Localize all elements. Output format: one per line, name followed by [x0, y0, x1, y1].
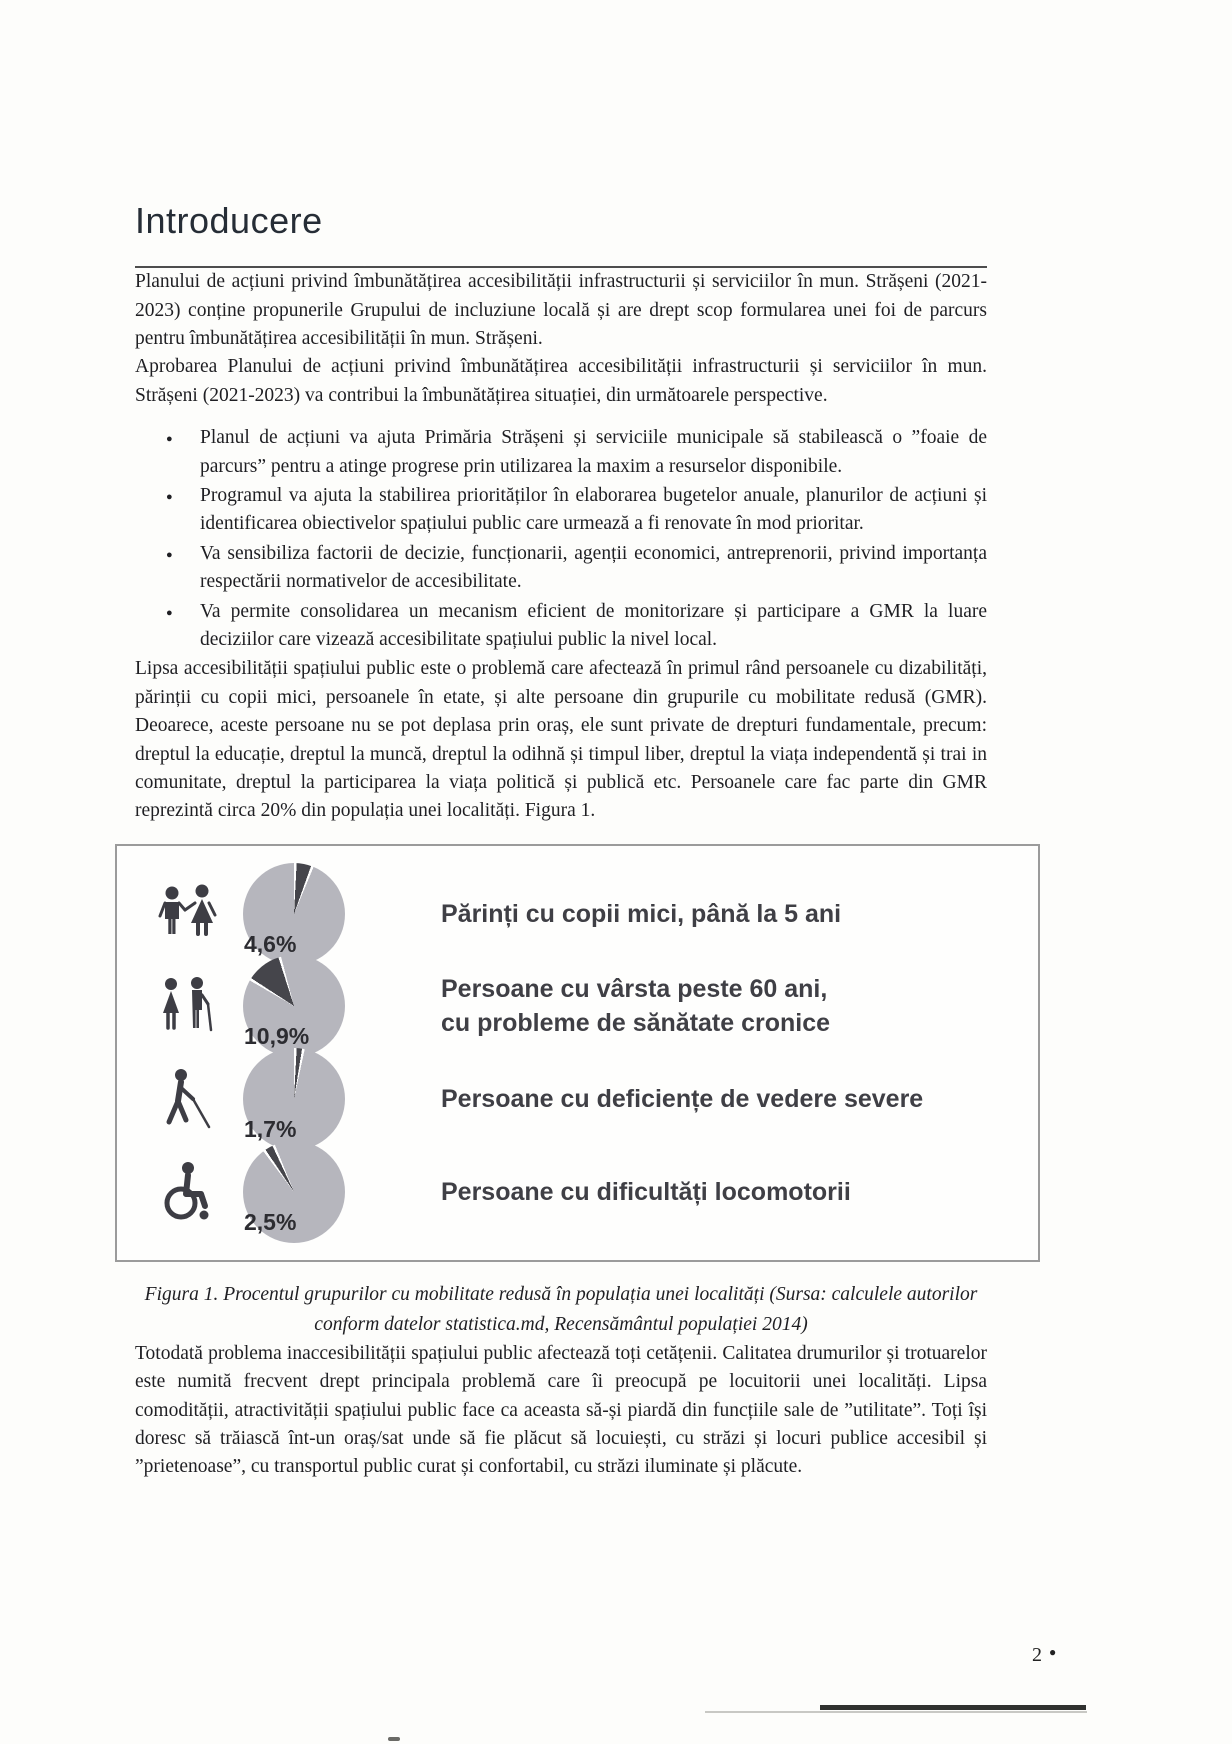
pie-chart-wheelchair [243, 1141, 345, 1243]
paragraph-conclusion: Totodată problema inaccesibilității spațiului public afectează toți cetățenii. Calitatea drumurilor și trotuarelor este numită frecvent drept principala problemă care îi preocupă pe locuitorii unei localități. Lipsa comodității, atractivității spațiului public face ca aceasta să-și piardă din funcțiile sale de ”utilitate”. Toți își doresc să trăiască înt-un oraș/sat unde să fie plăcut să locuiești, cu străzi și locuri publice accesibil și ”prietenoase”, cu transportul public curat și confortabil, cu străzi iluminate și plăcute. [135, 1342, 987, 1478]
perspective-list [135, 424, 987, 654]
page-number-dot: ● [1049, 1645, 1057, 1659]
figure-row-blind [145, 1053, 1022, 1145]
figure-row-label: Persoane cu deficiențe de vedere severe [441, 1085, 924, 1114]
blind-person-icon [145, 1067, 229, 1131]
figure-caption: Figura 1. Procentul grupurilor cu mobilitate redusă în populația unei localități (Sursa: calculele autorilor conform datelor statistica.md, Recensământul populației 2014) [144, 1283, 978, 1335]
pie-percent-label: 4,6% [244, 930, 297, 957]
pie-chart-parents [243, 863, 345, 965]
pie-chart-elderly [243, 955, 345, 1057]
paragraph-accessibility: Lipsa accesibilității spațiului public este o problemă care afectează în primul rând persoanele cu dizabilități, părinții cu copii mici, persoanele în etate, și alte persoane din grupurile cu mobilitate redusă (GMR). Deoarece, aceste persoane nu se pot deplasa prin oraș, ele sunt private de drepturi fundamentale, precum: dreptul la educație, dreptul la muncă, dreptul la odihnă și timpul liber, dreptul la viața independentă și trai in comunitate, dreptul la participarea la viața politică și publică etc. Persoanele care fac parte din GMR reprezintă circa 20% din populația unei localități. Figura 1. [135, 658, 987, 822]
figure-row-label: Persoane cu vârsta peste 60 ani, cu probleme de sănătate cronice [441, 975, 831, 1038]
page-number: 2 ● [1032, 1644, 1057, 1666]
list-item: ● Va sensibiliza factorii de decizie, funcționarii, agenții economici, antreprenorii, privind importanța respectării normativelor de accesibilitate. [200, 540, 987, 597]
elderly-couple-icon [145, 974, 229, 1038]
scan-artifact [388, 1737, 400, 1741]
pie-percent-label: 1,7% [244, 1116, 297, 1143]
paragraph-approval: Aprobarea Planului de acțiuni privind îmbunătățirea accesibilității infrastructurii și serviciilor în mun. Strășeni (2021-2023) va contribui la îmbunătățirea situației, din următoarele perspective. [135, 356, 987, 406]
page-title: Introducere [135, 200, 323, 241]
footer-line [705, 1711, 1087, 1713]
footer-bar [820, 1705, 1086, 1710]
list-item: ● Va permite consolidarea un mecanism eficient de monitorizare și participare a GMR la luare deciziilor care vizează accesibilitate spațiului public la nivel local. [200, 598, 987, 655]
paragraph-intro: Planului de acțiuni privind îmbunătățirea accesibilității infrastructurii și serviciilor în mun. Strășeni (2021-2023) conține propunerile Grupului de incluziune locală și are drept scop formularea unei foi de parcurs pentru îmbunătățirea accesibilității în mun. Strășeni. [135, 271, 987, 349]
figure-row-label: Părinți cu copii mici, până la 5 ani [441, 899, 842, 928]
figure-1 [115, 844, 1040, 1262]
children-icon [145, 882, 229, 946]
wheelchair-icon [145, 1160, 229, 1224]
pie-chart-blind [243, 1048, 345, 1150]
pie-percent-label: 2,5% [244, 1208, 297, 1235]
pie-percent-label: 10,9% [244, 1023, 310, 1050]
figure-row-wheelchair [145, 1146, 1022, 1238]
figure-row-parents [145, 868, 1022, 960]
list-item: ● Planul de acțiuni va ajuta Primăria Strășeni și serviciile municipale să stabilească o ”foaie de parcurs” pentru a atinge progrese prin utilizarea la maxim a resurselor disponibile. [200, 424, 987, 481]
figure-row-label: Persoane cu dificultăți locomotorii [441, 1177, 851, 1206]
list-item: ● Programul va ajuta la stabilirea priorităților în elaborarea bugetelor anuale, planurilor de acțiuni și identificarea obiectivelor spațiului public care urmează a fi renovate în mod prioritar. [200, 482, 987, 539]
figure-row-elderly [145, 960, 1022, 1052]
